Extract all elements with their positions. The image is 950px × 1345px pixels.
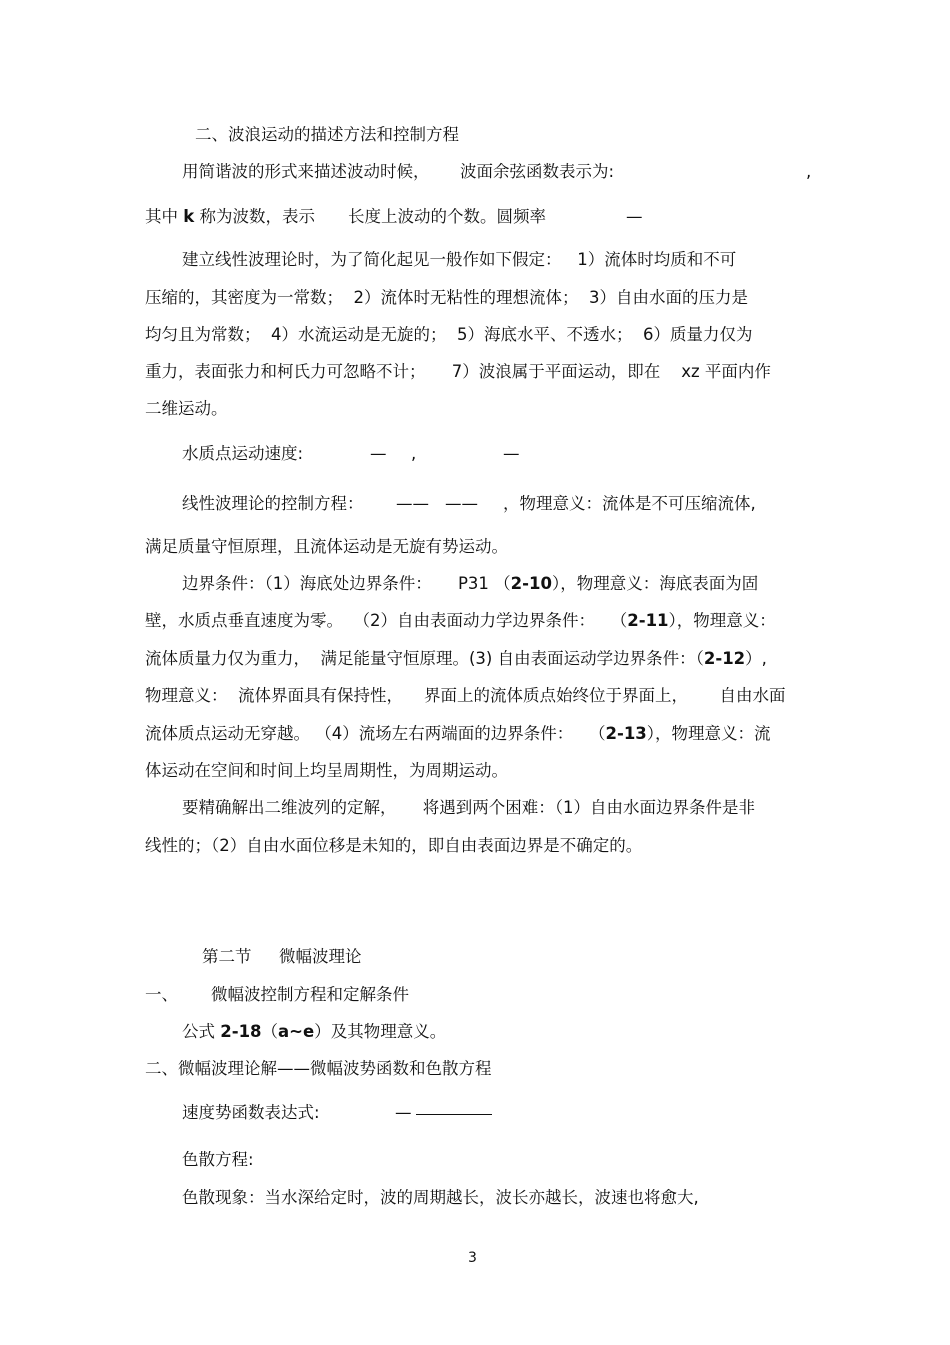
- boundary-line: 物理意义： 流体界面具有保持性， 界面上的流体质点始终位于界面上， 自由水面: [145, 686, 786, 705]
- formula-dash: —: [626, 207, 643, 226]
- text-fragment: ,: [411, 444, 417, 463]
- text-fragment: 边界条件：（1）海底处边界条件： P31 （: [182, 574, 511, 593]
- text-fragment: （: [261, 1022, 279, 1041]
- paragraph-text: 满足质量守恒原理，且流体运动是无旋有势运动。: [145, 537, 508, 556]
- difficulty-line: 线性的；（2）自由水面位移是未知的，即自由表面边界是不确定的。: [145, 836, 643, 855]
- boundary-line: [182, 573, 758, 595]
- section-heading: 二、波浪运动的描述方法和控制方程: [195, 125, 459, 144]
- equation-ref: 2-10: [510, 574, 552, 593]
- formula-dash: —: [370, 444, 387, 463]
- formula-dash: —: [503, 444, 520, 463]
- equation-ref: 2-18: [220, 1022, 262, 1041]
- text-fragment: 公式: [182, 1022, 221, 1041]
- text-fragment: 流体质点运动无穿越。 （4）流场左右两端面的边界条件： （: [145, 724, 606, 743]
- list-number: 一、: [145, 985, 178, 1004]
- dispersion-label: 色散方程:: [182, 1150, 254, 1169]
- equation-ref: 2-13: [605, 724, 647, 743]
- formula-dash: ——: [396, 494, 429, 513]
- assumption-line: 压缩的，其密度为一常数； 2）流体时无粘性的理想流体； 3）自由水面的压力是: [145, 288, 748, 307]
- assumption-line: 均匀且为常数； 4）水流运动是无旋的； 5）海底水平、不透水； 6）质量力仅为: [145, 325, 753, 344]
- difficulty-line: 要精确解出二维波列的定解， 将遇到两个困难：（1）自由水面边界条件是非: [182, 798, 755, 817]
- wave-number-symbol: k: [183, 207, 195, 226]
- text-fragment: 其中: [145, 207, 184, 226]
- paragraph-text: [145, 206, 315, 228]
- text-fragment: ），物理意义：: [668, 611, 776, 630]
- equation-ref: 2-12: [703, 649, 746, 668]
- list-item: 微幅波控制方程和定解条件: [211, 985, 409, 1004]
- boundary-line: 体运动在空间和时间上均呈周期性，为周期运动。: [145, 761, 508, 780]
- text-fragment: ）及其物理意义。: [314, 1022, 447, 1041]
- assumption-line: 建立线性波理论时，为了简化起见一般作如下假定： 1）流体时均质和不可: [182, 250, 737, 269]
- text-fragment: 称为波数，表示: [194, 207, 315, 226]
- formula-dash: ——: [445, 494, 478, 513]
- text-fragment: ），物理意义：海底表面为固: [551, 574, 759, 593]
- boundary-line: [145, 610, 776, 632]
- text-fragment: 壁，水质点垂直速度为零。 （2）自由表面动力学边界条件： （: [145, 611, 628, 630]
- paragraph-text: 波面余弦函数表示为:: [460, 162, 615, 181]
- formula-dash: —: [395, 1103, 412, 1122]
- paragraph-text: ,: [806, 162, 812, 181]
- paragraph-text: ，物理意义：流体是不可压缩流体,: [503, 494, 756, 513]
- control-equation-label: 线性波理论的控制方程：: [182, 494, 364, 513]
- text-fragment: ）,: [745, 649, 767, 668]
- assumption-line: 二维运动。: [145, 399, 228, 418]
- paragraph-text: 长度上波动的个数。圆频率: [348, 207, 546, 226]
- fraction-bar: [416, 1114, 492, 1115]
- formula-ref-line: [182, 1021, 446, 1043]
- text-fragment: 流体质量力仅为重力， 满足能量守恒原理。(3) 自由表面运动学边界条件：（: [145, 649, 704, 668]
- equation-ref: 2-11: [627, 611, 669, 630]
- velocity-label: 水质点运动速度:: [182, 444, 304, 463]
- dispersion-phenomenon: 色散现象：当水深给定时，波的周期越长，波长亦越长，波速也将愈大,: [182, 1188, 699, 1207]
- page-number: 3: [468, 1250, 477, 1266]
- paragraph-text: 用简谐波的形式来描述波动时候，: [182, 162, 430, 181]
- assumption-line: 重力，表面张力和柯氏力可忽略不计； 7）波浪属于平面运动，即在 xz 平面内作: [145, 362, 771, 381]
- section-title: 第二节: [202, 947, 252, 966]
- text-fragment: ），物理意义：流: [646, 724, 771, 743]
- boundary-line: [145, 648, 767, 670]
- equation-ref: a~e: [278, 1022, 315, 1041]
- list-item: 二、微幅波理论解——微幅波势函数和色散方程: [145, 1059, 492, 1078]
- potential-label: 速度势函数表达式:: [182, 1103, 320, 1122]
- boundary-line: [145, 723, 771, 745]
- section-title: 微幅波理论: [279, 947, 362, 966]
